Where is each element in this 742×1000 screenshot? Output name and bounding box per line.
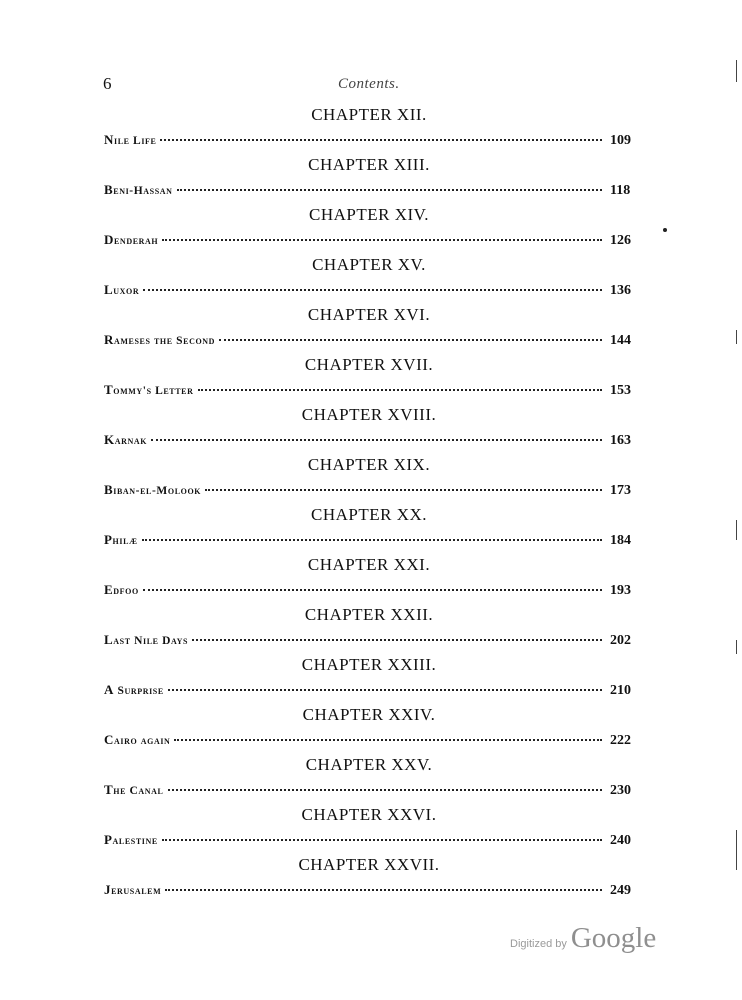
dot-leader <box>168 689 602 691</box>
chapter-heading: CHAPTER XIV. <box>309 205 429 224</box>
chapter-heading: CHAPTER XXIII. <box>301 655 437 674</box>
table-of-contents <box>104 104 634 904</box>
chapter-title: Biban-el-Molook <box>104 482 202 497</box>
toc-entry <box>104 482 634 500</box>
toc-chapter-block <box>104 304 634 354</box>
toc-entry <box>104 382 634 400</box>
chapter-title: Philæ <box>104 532 138 547</box>
scan-edge-mark <box>736 830 737 870</box>
toc-entry <box>104 832 634 850</box>
chapter-heading: CHAPTER XXVI. <box>301 805 437 824</box>
chapter-heading: CHAPTER XXII. <box>304 605 434 624</box>
chapter-title: Palestine <box>104 832 158 847</box>
chapter-heading: CHAPTER XXVII. <box>298 855 440 874</box>
scan-dot-mark <box>663 228 667 232</box>
chapter-title: Cairo again <box>104 732 171 747</box>
chapter-page-number: 136 <box>610 283 631 298</box>
chapter-page-number: 153 <box>610 383 631 398</box>
toc-entry <box>104 682 634 700</box>
page-number: 6 <box>103 74 112 93</box>
toc-entry <box>104 332 634 350</box>
dot-leader <box>160 139 602 141</box>
toc-chapter-block <box>104 404 634 454</box>
toc-chapter-block <box>104 654 634 704</box>
dot-leader <box>143 589 602 591</box>
toc-entry <box>104 432 634 450</box>
chapter-page-number: 109 <box>610 133 631 148</box>
chapter-page-number: 163 <box>610 433 631 448</box>
chapter-heading: CHAPTER XXV. <box>305 755 433 774</box>
chapter-heading: CHAPTER XIII. <box>308 155 430 174</box>
chapter-title: Rameses the Second <box>104 332 216 347</box>
chapter-page-number: 222 <box>610 733 631 748</box>
toc-entry <box>104 232 634 250</box>
chapter-title: Luxor <box>104 282 140 297</box>
toc-entry <box>104 582 634 600</box>
dot-leader <box>162 839 602 841</box>
chapter-heading: CHAPTER XVIII. <box>301 405 437 424</box>
toc-chapter-block <box>104 454 634 504</box>
chapter-heading: CHAPTER XV. <box>312 255 426 274</box>
scan-edge-mark <box>736 520 737 540</box>
toc-entry <box>104 182 634 200</box>
toc-chapter-block <box>104 204 634 254</box>
chapter-title: Edfoo <box>104 582 139 597</box>
toc-chapter-block <box>104 754 634 804</box>
chapter-title: Jerusalem <box>104 882 162 897</box>
toc-chapter-block <box>104 154 634 204</box>
dot-leader <box>165 889 602 891</box>
chapter-title: Last Nile Days <box>104 632 189 647</box>
chapter-page-number: 118 <box>610 183 631 198</box>
chapter-page-number: 126 <box>610 233 631 248</box>
toc-entry <box>104 632 634 650</box>
chapter-page-number: 144 <box>610 333 631 348</box>
toc-chapter-block <box>104 854 634 904</box>
dot-leader <box>198 389 603 391</box>
chapter-heading: CHAPTER XVII. <box>304 355 434 374</box>
dot-leader <box>192 639 602 641</box>
digitized-by-google-watermark <box>510 922 656 955</box>
chapter-page-number: 193 <box>610 583 631 598</box>
chapter-page-number: 202 <box>610 633 631 648</box>
dot-leader <box>205 489 602 491</box>
chapter-title: The Canal <box>104 782 164 797</box>
chapter-title: A Surprise <box>104 682 164 697</box>
scan-edge-mark <box>736 330 737 344</box>
toc-chapter-block <box>104 554 634 604</box>
dot-leader <box>151 439 602 441</box>
dot-leader <box>142 539 602 541</box>
chapter-page-number: 184 <box>610 533 631 548</box>
chapter-heading: CHAPTER XIX. <box>307 455 431 474</box>
toc-entry <box>104 282 634 300</box>
toc-chapter-block <box>104 604 634 654</box>
chapter-page-number: 249 <box>610 883 631 898</box>
chapter-title: Beni-Hassan <box>104 182 173 197</box>
toc-entry <box>104 782 634 800</box>
dot-leader <box>174 739 602 741</box>
toc-entry <box>104 732 634 750</box>
chapter-title: Karnak <box>104 432 148 447</box>
chapter-heading: CHAPTER XXI. <box>307 555 431 574</box>
toc-chapter-block <box>104 354 634 404</box>
dot-leader <box>162 239 602 241</box>
chapter-heading: CHAPTER XX. <box>310 505 427 524</box>
chapter-title: Tommy's Letter <box>104 382 194 397</box>
dot-leader <box>168 789 603 791</box>
scan-edge-mark <box>736 60 737 82</box>
toc-chapter-block <box>104 704 634 754</box>
chapter-heading: CHAPTER XII. <box>311 105 427 124</box>
chapter-page-number: 230 <box>610 783 631 798</box>
toc-chapter-block <box>104 104 634 154</box>
scan-edge-mark <box>736 640 737 654</box>
chapter-page-number: 210 <box>610 683 631 698</box>
dot-leader <box>177 189 602 191</box>
dot-leader <box>219 339 602 341</box>
toc-entry <box>104 882 634 900</box>
toc-chapter-block <box>104 254 634 304</box>
toc-chapter-block <box>104 504 634 554</box>
watermark-prefix: Digitized by <box>510 938 567 950</box>
google-logo: Google <box>570 922 657 954</box>
chapter-heading: CHAPTER XXIV. <box>302 705 436 724</box>
running-head: Contents. <box>338 76 400 92</box>
toc-chapter-block <box>104 804 634 854</box>
chapter-heading: CHAPTER XVI. <box>307 305 431 324</box>
chapter-title: Denderah <box>104 232 159 247</box>
toc-entry <box>104 532 634 550</box>
dot-leader <box>143 289 602 291</box>
chapter-page-number: 173 <box>610 483 631 498</box>
chapter-title: Nile Life <box>104 132 157 147</box>
toc-entry <box>104 132 634 150</box>
chapter-page-number: 240 <box>610 833 631 848</box>
